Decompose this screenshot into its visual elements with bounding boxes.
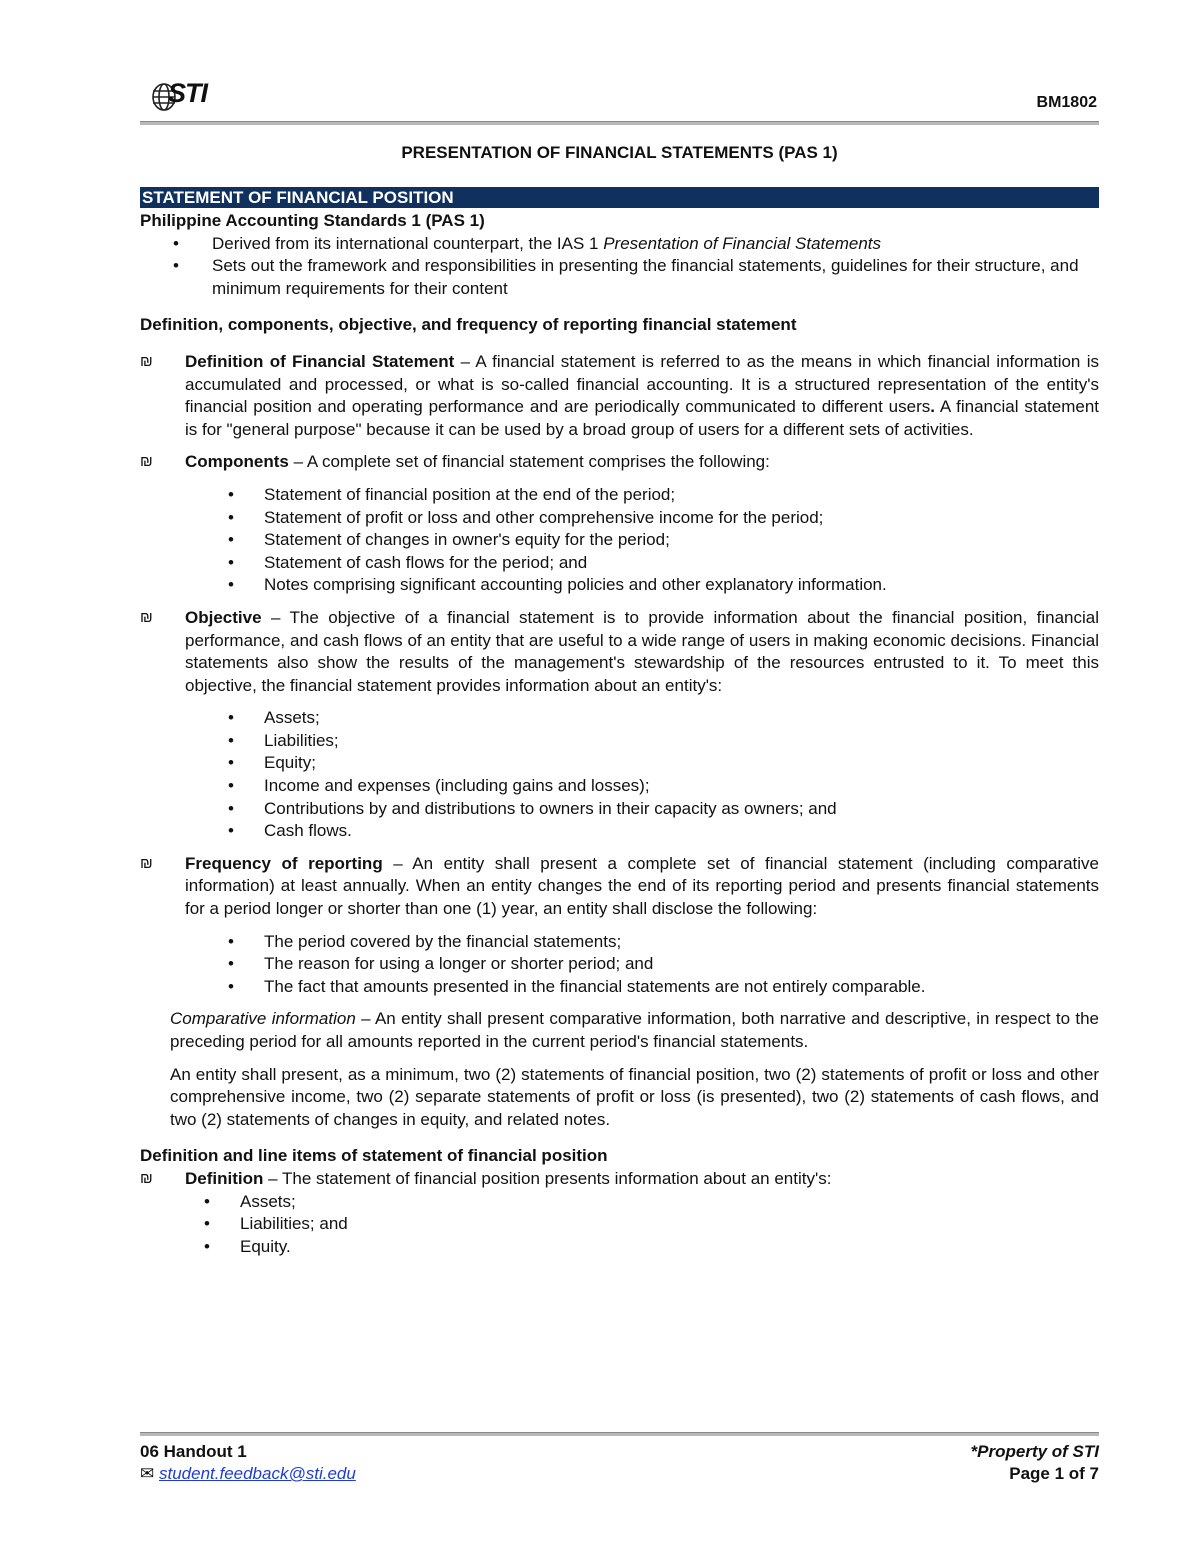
line-items-list (140, 1191, 1099, 1259)
list-item: • Assets; (140, 1191, 1099, 1214)
document-body (140, 210, 1099, 1258)
list-item: • Equity. (140, 1236, 1099, 1259)
property-note: *Property of STI (970, 1442, 1099, 1461)
list-item: • The fact that amounts presented in the financial statements are not entirely comparable. (140, 976, 1099, 999)
line-items-definition: ₪ Definition – The statement of financial position presents information about an entity's: (140, 1168, 1099, 1191)
definition-term: Definition of Financial Statement (185, 351, 455, 371)
ias-title: Presentation of Financial Statements (603, 233, 882, 253)
definition-section: ₪ Definition of Financial Statement – A financial statement is referred to as the means in which financial information is accumulated and processed, or what is so-called financial accounting. It is a structured representation of the entity's financial position and operating performance and are periodically communicated to different users. A financial statement is for "general purpose" because it can be used by a broad group of users for a different sets of activities. (140, 351, 1099, 439)
list-item: • Contributions by and distributions to owners in their capacity as owners; and (140, 798, 1099, 821)
frequency-term: Frequency of reporting (185, 853, 383, 873)
comparative-paragraph: Comparative information – An entity shall present comparative information, both narrative and descriptive, in respect to the preceding period for all amounts reported in the current period's financial statements. (170, 1009, 1099, 1051)
list-item: • Notes comprising significant accounting policies and other explanatory information. (140, 574, 1099, 597)
definition-heading: Definition, components, objective, and frequency of reporting financial statement (140, 315, 797, 335)
pas-heading: Philippine Accounting Standards 1 (PAS 1) (140, 211, 485, 230)
list-item: • Liabilities; (140, 730, 1099, 753)
document-code: BM1802 (1036, 94, 1097, 111)
section-marker-icon: ₪ (140, 1169, 153, 1187)
footer-rule (140, 1432, 1099, 1436)
minimum-paragraph: An entity shall present, as a minimum, two (2) statements of financial position, two (2) statements of profit or loss and other comprehensive income, two (2) separate statements of profit or loss (is presented), two (2) statements of cash flows, and two (2) statements of changes in equity, and related notes. (170, 1064, 1099, 1129)
page-number: Page 1 of 7 (1009, 1464, 1099, 1483)
components-term: Components (185, 452, 289, 472)
objective-list (140, 707, 1099, 843)
list-item: • Statement of financial position at the end of the period; (140, 484, 1099, 507)
handout-label: 06 Handout 1 (140, 1442, 247, 1461)
objective-term: Objective (185, 607, 262, 627)
list-item: • Statement of profit or loss and other comprehensive income for the period; (140, 507, 1099, 530)
feedback-email-link[interactable]: student.feedback@sti.edu (158, 1464, 356, 1483)
sti-logo-text: STI (168, 78, 208, 108)
page-title: PRESENTATION OF FINANCIAL STATEMENTS (PAS 1) (401, 143, 838, 162)
section-marker-icon: ₪ (140, 453, 153, 471)
list-item: • Statement of changes in owner's equity for the period; (140, 529, 1099, 552)
footer-right (971, 1441, 1099, 1485)
list-item: • The reason for using a longer or shorter period; and (140, 953, 1099, 976)
list-item: • Liabilities; and (140, 1213, 1099, 1236)
list-item: • Derived from its international counterpart, the IAS 1 Presentation of Financial Statements (140, 233, 1099, 256)
line-items-term: Definition (185, 1168, 264, 1188)
footer-left (140, 1441, 356, 1485)
list-item: • Equity; (140, 752, 1099, 775)
list-item: • Statement of cash flows for the period; and (140, 552, 1099, 575)
comparative-term: Comparative information (170, 1009, 356, 1029)
list-item: • Cash flows. (140, 820, 1099, 843)
list-item: • Income and expenses (including gains and losses); (140, 775, 1099, 798)
section-marker-icon: ₪ (140, 352, 153, 370)
list-item: • Assets; (140, 707, 1099, 730)
frequency-section: ₪ Frequency of reporting – An entity shall present a complete set of financial statement (including comparative information) at least annually. When an entity changes the end of its reporting period and presents financial statements for a period longer or shorter than one (1) year, an entity shall disclose the following: (140, 853, 1099, 919)
line-items-heading: Definition and line items of statement of financial position (140, 1146, 608, 1166)
pas-list (140, 233, 1099, 301)
frequency-list (140, 931, 1099, 999)
email-icon: ✉ (140, 1464, 155, 1483)
header-rule (140, 121, 1099, 125)
list-item: • The period covered by the financial statements; (140, 931, 1099, 954)
section-band: STATEMENT OF FINANCIAL POSITION (140, 187, 1099, 208)
section-marker-icon: ₪ (140, 854, 153, 872)
section-marker-icon: ₪ (140, 608, 153, 626)
components-list (140, 484, 1099, 597)
objective-section: ₪ Objective – The objective of a financial statement is to provide information about the financial position, financial performance, and cash flows of an entity that are useful to a wide range of users in making economic decisions. Financial statements also show the results of the management's stewardship of the resources entrusted to it. To meet this objective, the financial statement provides information about an entity's: (140, 607, 1099, 695)
list-item: • Sets out the framework and responsibilities in presenting the financial statements, guidelines for their structure, and minimum requirements for their content (140, 255, 1099, 300)
components-section: ₪ Components – A complete set of financial statement comprises the following: (140, 451, 1099, 474)
